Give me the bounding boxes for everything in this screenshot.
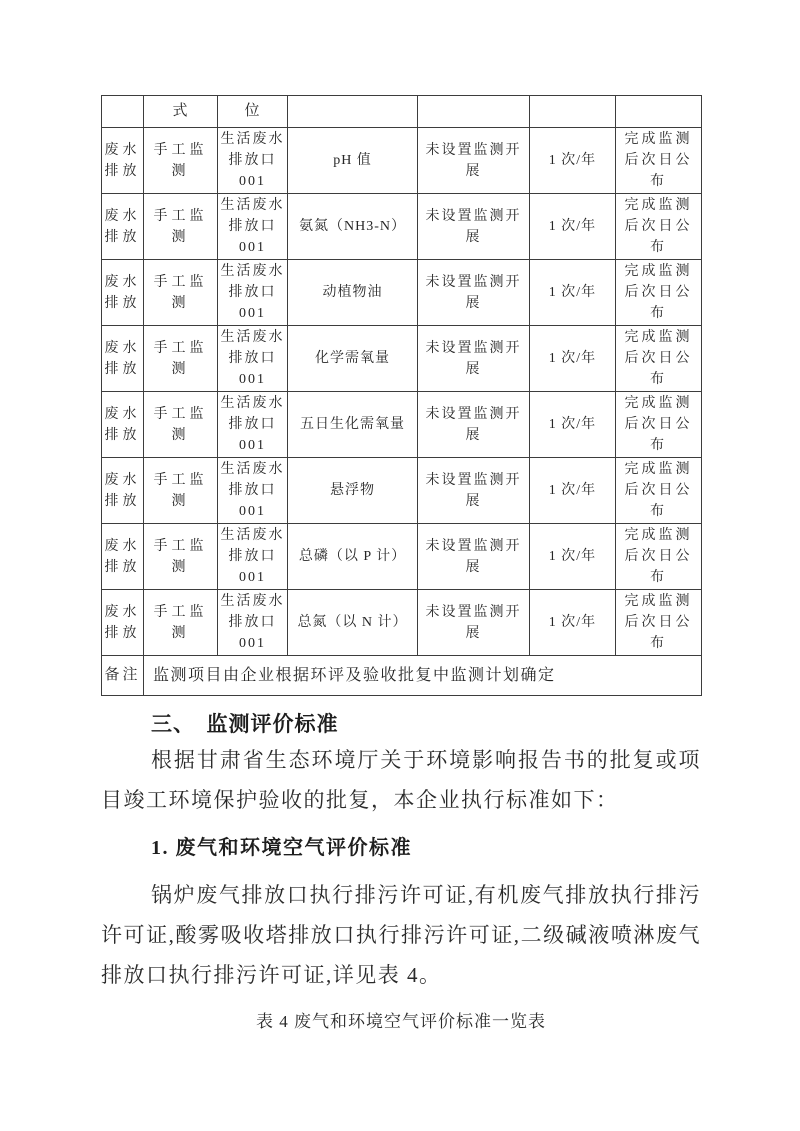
table-row: [102, 524, 702, 590]
paragraph-standards-intro: 根据甘肃省生态环境厅关于环境影响报告书的批复或项目竣工环境保护验收的批复，本企业执行标准如下：: [101, 748, 701, 812]
table-cell: 完成监测后次日公布: [616, 194, 702, 260]
table-cell: 动植物油: [288, 260, 418, 326]
table-row: [102, 590, 702, 656]
table-cell: 生活废水排放口001: [218, 326, 288, 392]
table-cell: 完成监测后次日公布: [616, 392, 702, 458]
table-cell: 总磷（以 P 计）: [288, 524, 418, 590]
table-row: [102, 392, 702, 458]
table-cell: 手工监测: [144, 392, 218, 458]
note-text-cell: 监测项目由企业根据环评及验收批复中监测计划确定: [144, 656, 702, 696]
table-cell: 未设置监测开展: [418, 458, 530, 524]
table-cell: 废水排放: [102, 458, 144, 524]
table-cell: 完成监测后次日公布: [616, 590, 702, 656]
table-cell: 完成监测后次日公布: [616, 326, 702, 392]
table-cell: 废水排放: [102, 326, 144, 392]
table-cell: [530, 96, 616, 128]
table-cell: 未设置监测开展: [418, 590, 530, 656]
table-cell: 完成监测后次日公布: [616, 458, 702, 524]
table-cell: 生活废水排放口001: [218, 590, 288, 656]
table-cell: 生活废水排放口001: [218, 128, 288, 194]
table-cell: 未设置监测开展: [418, 194, 530, 260]
table-row: [102, 260, 702, 326]
table-cell: 1 次/年: [530, 524, 616, 590]
table-cell: 手工监测: [144, 260, 218, 326]
table-cell: 手工监测: [144, 326, 218, 392]
table-cell: [418, 96, 530, 128]
table-cell: 废水排放: [102, 590, 144, 656]
table-cell: 1 次/年: [530, 458, 616, 524]
table-cell: 生活废水排放口001: [218, 194, 288, 260]
table-cell: 未设置监测开展: [418, 128, 530, 194]
table-cell: 废水排放: [102, 524, 144, 590]
table-cell: 完成监测后次日公布: [616, 260, 702, 326]
table-cell: [616, 96, 702, 128]
table-cell: 生活废水排放口001: [218, 524, 288, 590]
table-row: [102, 458, 702, 524]
table-cell: 总氮（以 N 计）: [288, 590, 418, 656]
table-cell: 手工监测: [144, 458, 218, 524]
section-heading: 三、 监测评价标准: [151, 713, 339, 736]
table-cell: 1 次/年: [530, 128, 616, 194]
note-label-cell: 备注: [102, 656, 144, 696]
table-cell: 未设置监测开展: [418, 392, 530, 458]
monitoring-table: [101, 95, 702, 696]
paragraph-waste-gas: 锅炉废气排放口执行排污许可证,有机废气排放执行排污许可证,酸雾吸收塔排放口执行排污许可证,二级碱液喷淋废气排放口执行排污许可证,详见表 4。: [101, 883, 701, 987]
table-cell: 完成监测后次日公布: [616, 524, 702, 590]
table-continued-header-row: [102, 96, 702, 128]
table-cell: 生活废水排放口001: [218, 392, 288, 458]
table-cell: 五日生化需氧量: [288, 392, 418, 458]
table-cell: 式: [144, 96, 218, 128]
table-cell: pH 值: [288, 128, 418, 194]
table-cell: 悬浮物: [288, 458, 418, 524]
table-cell: 1 次/年: [530, 326, 616, 392]
table-row: [102, 128, 702, 194]
table-cell: 废水排放: [102, 128, 144, 194]
table-cell: 手工监测: [144, 590, 218, 656]
table-cell: 1 次/年: [530, 194, 616, 260]
subsection-heading: 1. 废气和环境空气评价标准: [151, 837, 412, 859]
table-cell: 位: [218, 96, 288, 128]
table-cell: [102, 96, 144, 128]
table-cell: 手工监测: [144, 128, 218, 194]
table-cell: 废水排放: [102, 392, 144, 458]
table-row: [102, 194, 702, 260]
table-cell: 生活废水排放口001: [218, 260, 288, 326]
table-cell: 1 次/年: [530, 392, 616, 458]
table-cell: 氨氮（NH3-N）: [288, 194, 418, 260]
table-cell: 生活废水排放口001: [218, 458, 288, 524]
table-cell: 未设置监测开展: [418, 260, 530, 326]
table-cell: 1 次/年: [530, 590, 616, 656]
table4-caption: 表 4 废气和环境空气评价标准一览表: [256, 1012, 546, 1031]
table-cell: 手工监测: [144, 194, 218, 260]
table-cell: 未设置监测开展: [418, 524, 530, 590]
table-cell: 手工监测: [144, 524, 218, 590]
table-cell: [288, 96, 418, 128]
table-cell: 废水排放: [102, 260, 144, 326]
table-cell: 化学需氧量: [288, 326, 418, 392]
table-cell: 未设置监测开展: [418, 326, 530, 392]
table-cell: 废水排放: [102, 194, 144, 260]
table-cell: 完成监测后次日公布: [616, 128, 702, 194]
table-cell: 1 次/年: [530, 260, 616, 326]
table-row: [102, 326, 702, 392]
table-note-row: [102, 656, 702, 696]
